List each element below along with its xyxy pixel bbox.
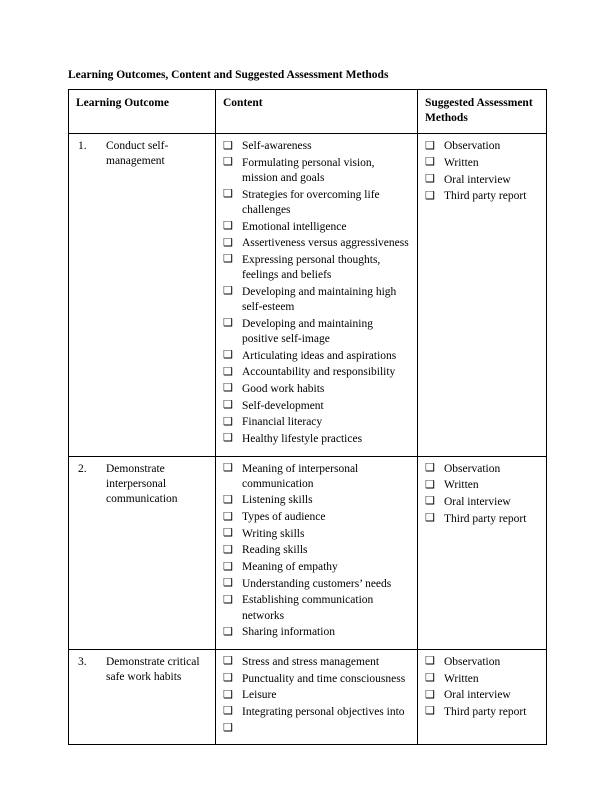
table-body [69, 134, 547, 745]
content-item-label: Developing and maintaining high self-esteem [242, 285, 397, 313]
list-item [223, 253, 411, 283]
content-item-label: Developing and maintaining positive self-image [242, 317, 373, 345]
list-item [223, 382, 411, 397]
table-header-row [69, 89, 547, 133]
content-item-label: Writing skills [242, 527, 305, 540]
column-header-assessment: Suggested Assessment Methods [418, 89, 547, 133]
list-item [425, 495, 540, 510]
list-item [223, 510, 411, 525]
content-item-label: Expressing personal thoughts, feelings and beliefs [242, 253, 381, 282]
content-item-label: Establishing communication networks [242, 594, 374, 622]
checkbox-icon: ❑ [425, 495, 435, 508]
assessment-item-label: Third party report [444, 190, 527, 203]
checkbox-icon: ❑ [425, 705, 435, 718]
content-item-label: Understanding customers’ needs [242, 577, 392, 590]
list-item [425, 462, 540, 477]
checkbox-icon: ❑ [223, 462, 233, 475]
list-item [223, 493, 411, 508]
content-item-label: Articulating ideas and aspirations [242, 349, 397, 362]
content-item-label: Self-awareness [242, 140, 312, 153]
checkbox-icon: ❑ [223, 593, 233, 606]
cell-assessment-methods [418, 134, 547, 456]
list-item [425, 688, 540, 703]
assessment-item-label: Oral interview [444, 689, 511, 702]
cell-content [216, 456, 418, 649]
list-item [223, 705, 411, 720]
assessment-item-label: Observation [444, 462, 501, 475]
checkbox-icon: ❑ [223, 415, 233, 428]
assessment-item-label: Third party report [444, 512, 527, 525]
assessment-item-label: Observation [444, 655, 501, 668]
checkbox-icon: ❑ [223, 317, 233, 330]
checkbox-icon: ❑ [223, 577, 233, 590]
cell-assessment-methods [418, 456, 547, 649]
list-item [425, 705, 540, 720]
content-item-label: Integrating personal objectives into [242, 705, 405, 718]
assessment-item-label: Oral interview [444, 495, 511, 508]
outcome-text: Conduct self-management [106, 140, 169, 168]
content-item-label: Self-development [242, 399, 324, 412]
checkbox-icon: ❑ [425, 139, 435, 152]
list-item [223, 285, 411, 315]
checkbox-icon: ❑ [425, 688, 435, 701]
content-item-label: Good work habits [242, 382, 325, 395]
checkbox-icon: ❑ [223, 625, 233, 638]
content-item-label: Stress and stress management [242, 655, 380, 668]
list-item [425, 478, 540, 493]
cell-learning-outcome [69, 456, 216, 649]
table-row [69, 649, 547, 744]
content-item-label: Listening skills [242, 494, 313, 507]
list-item [223, 722, 411, 736]
list-item [223, 577, 411, 592]
content-item-label: Punctuality and time consciousness [242, 672, 406, 685]
list-item [223, 527, 411, 542]
content-list [223, 462, 411, 641]
checkbox-icon: ❑ [223, 349, 233, 362]
checkbox-icon: ❑ [223, 365, 233, 378]
outcome-list [76, 462, 209, 508]
list-item [76, 655, 209, 685]
list-item [223, 543, 411, 558]
checkbox-icon: ❑ [223, 527, 233, 540]
content-item-label: Strategies for overcoming life challenges [242, 188, 380, 216]
content-item-label: Reading skills [242, 544, 308, 557]
list-item [223, 188, 411, 218]
assessment-item-label: Oral interview [444, 173, 511, 186]
list-item [223, 593, 411, 623]
checkbox-icon: ❑ [223, 236, 233, 249]
list-item [425, 512, 540, 527]
table-row [69, 134, 547, 456]
list-item [425, 189, 540, 204]
list-item [223, 415, 411, 430]
list-item [223, 236, 411, 251]
outcome-number: 3. [78, 655, 87, 668]
list-item [223, 672, 411, 687]
checkbox-icon: ❑ [223, 382, 233, 395]
content-item-label: Assertiveness versus aggressiveness [242, 237, 409, 250]
content-list [223, 139, 411, 447]
column-header-content: Content [216, 89, 418, 133]
content-item-label: Accountability and responsibility [242, 366, 396, 379]
checkbox-icon: ❑ [223, 285, 233, 298]
outcome-number: 2. [78, 462, 87, 475]
checkbox-icon: ❑ [223, 672, 233, 685]
table-row [69, 456, 547, 649]
content-item-label: Leisure [242, 689, 277, 702]
assessment-item-label: Written [444, 672, 479, 685]
cell-assessment-methods [418, 649, 547, 744]
list-item [223, 432, 411, 447]
cell-learning-outcome [69, 649, 216, 744]
checkbox-icon: ❑ [425, 173, 435, 186]
checkbox-icon: ❑ [425, 512, 435, 525]
cell-content [216, 134, 418, 456]
list-item [425, 672, 540, 687]
checkbox-icon: ❑ [223, 220, 233, 233]
content-list [223, 655, 411, 736]
list-item [223, 220, 411, 235]
checkbox-icon: ❑ [223, 560, 233, 573]
outcome-number: 1. [78, 140, 87, 153]
assessment-list [425, 462, 540, 527]
outcome-text: Demonstrate interpersonal communication [106, 462, 178, 505]
checkbox-icon: ❑ [425, 462, 435, 475]
list-item [223, 365, 411, 380]
list-item [223, 139, 411, 154]
outcome-list [76, 139, 209, 169]
assessment-item-label: Written [444, 156, 479, 169]
checkbox-icon: ❑ [223, 493, 233, 506]
assessment-list [425, 139, 540, 204]
list-item [425, 156, 540, 171]
content-item-label: Meaning of interpersonal communication [242, 462, 359, 490]
assessment-item-label: Third party report [444, 705, 527, 718]
checkbox-icon: ❑ [223, 655, 233, 668]
list-item [425, 139, 540, 154]
list-item [223, 349, 411, 364]
checkbox-icon: ❑ [223, 139, 233, 152]
list-item [223, 560, 411, 575]
content-item-label: Types of audience [242, 511, 326, 524]
list-item [223, 462, 411, 492]
list-item [425, 655, 540, 670]
content-item-label: Financial literacy [242, 416, 323, 429]
assessment-item-label: Observation [444, 140, 501, 153]
learning-outcomes-table [68, 89, 547, 745]
list-item [76, 139, 209, 169]
checkbox-icon: ❑ [223, 253, 233, 266]
page-title: Learning Outcomes, Content and Suggested Assessment Methods [68, 69, 389, 81]
list-item [76, 462, 209, 508]
outcome-text: Demonstrate critical safe work habits [106, 655, 200, 684]
checkbox-icon: ❑ [425, 156, 435, 169]
cell-content [216, 649, 418, 744]
assessment-list [425, 655, 540, 720]
list-item [425, 173, 540, 188]
checkbox-icon: ❑ [223, 688, 233, 701]
checkbox-icon: ❑ [425, 478, 435, 491]
content-item-label: Meaning of empathy [242, 561, 338, 574]
list-item [223, 688, 411, 703]
column-header-learning-outcome: Learning Outcome [69, 89, 216, 133]
cell-learning-outcome [69, 134, 216, 456]
list-item [223, 317, 411, 347]
checkbox-icon: ❑ [223, 399, 233, 412]
content-item-label: Sharing information [242, 626, 335, 639]
list-item [223, 625, 411, 640]
checkbox-icon: ❑ [223, 156, 233, 169]
checkbox-icon: ❑ [425, 672, 435, 685]
content-item-label: Emotional intelligence [242, 220, 347, 233]
list-item [223, 399, 411, 414]
list-item [223, 655, 411, 670]
checkbox-icon: ❑ [223, 432, 233, 445]
checkbox-icon: ❑ [223, 543, 233, 556]
checkbox-icon: ❑ [223, 188, 233, 201]
checkbox-icon: ❑ [425, 189, 435, 202]
assessment-item-label: Written [444, 479, 479, 492]
checkbox-icon: ❑ [223, 722, 233, 735]
checkbox-icon: ❑ [223, 705, 233, 718]
checkbox-icon: ❑ [425, 655, 435, 668]
list-item [223, 156, 411, 186]
outcome-list [76, 655, 209, 685]
checkbox-icon: ❑ [223, 510, 233, 523]
content-item-label: Formulating personal vision, mission and goals [242, 156, 375, 185]
content-item-label: Healthy lifestyle practices [242, 432, 363, 445]
